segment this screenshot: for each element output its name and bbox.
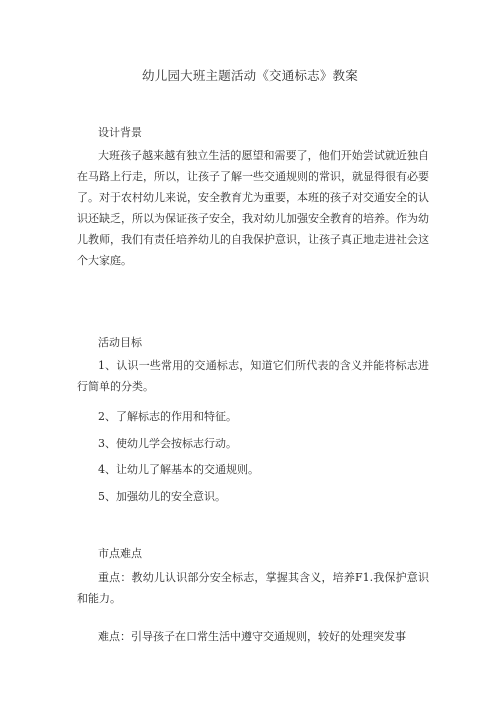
goal-item-4: 4、让幼儿了解基本的交通规则。	[98, 463, 259, 476]
goal-item-3: 3、使幼儿学会按标志行动。	[98, 437, 237, 450]
key-point-paragraph: 重点：教幼儿认识部分安全标志，掌握其含义，培养F1.我保护意识和能力。	[77, 571, 429, 605]
section-heading-background: 设计背景	[98, 126, 142, 139]
section-heading-goals: 活动目标	[98, 336, 142, 349]
document-title: 幼儿园大班主题活动《交通标志》教案	[142, 68, 358, 83]
section-heading-difficulties: 市点难点	[98, 547, 142, 560]
hard-point-paragraph: 难点：引导孩子在口常生活中遵守交通规则，较好的处理突发事	[98, 630, 406, 643]
goal-item-2: 2、了解标志的作用和特征。	[98, 410, 237, 423]
goal-item-5: 5、加强幼儿的安全意识。	[98, 490, 226, 503]
background-paragraph: 大班孩子越来越有独立生活的愿望和需要了，他们开始尝试就近独自在马路上行走，所以，让孩子了解一些交通规则的常识，就显得很有必要了。对于农村幼儿来说，安全教育尤为重要，本班的孩子对交通安全的认识还缺乏，所以为保证孩子安全，我对幼儿加强安全教育的培养。作为幼儿教师，我们有责任培养幼儿的自我保护意识，让孩子真正地走进社会这个大家庭。	[77, 149, 429, 267]
goal-item-1: 1、认识一些常用的交通标志，知道它们所代表的含义并能将标志进行简单的分类。	[77, 359, 429, 393]
